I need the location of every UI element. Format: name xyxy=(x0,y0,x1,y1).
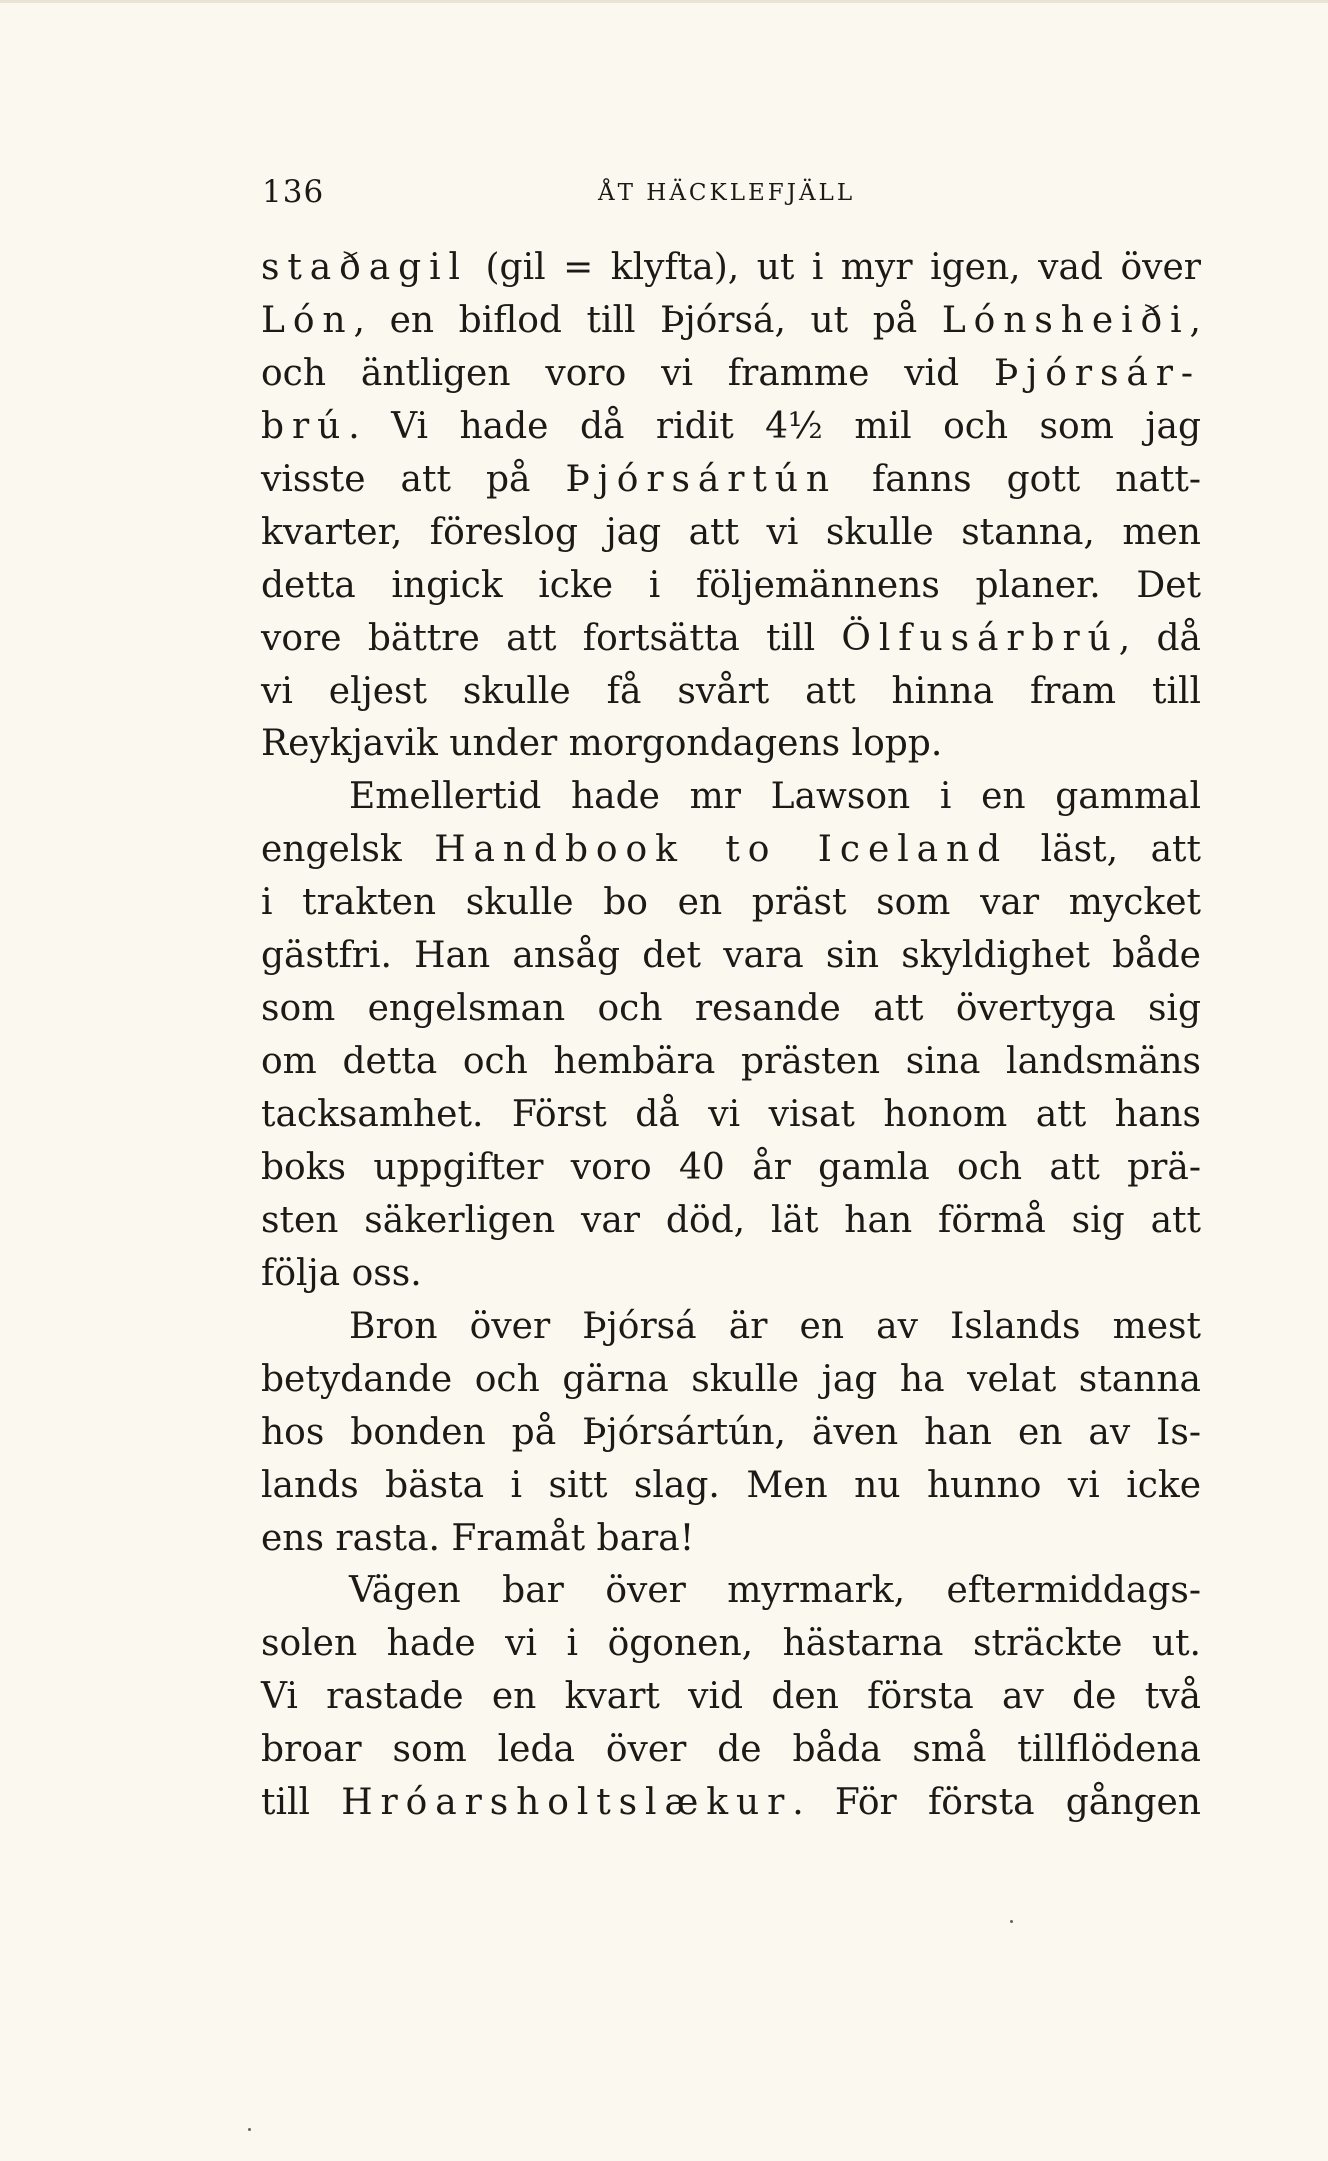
text-run: till xyxy=(261,1782,342,1824)
text-line xyxy=(261,1777,1201,1830)
text-run: Bron över Þjórsá är en av Islands mest xyxy=(349,1305,1201,1347)
text-run: detta ingick icke i följemännens planer. Det xyxy=(261,564,1201,606)
text-run: , en biflod till Þjórsá, ut på xyxy=(353,299,942,341)
running-title: ÅT HÄCKLEFJÄLL xyxy=(598,180,856,206)
spaced-proper-name: Ölfusárbrú xyxy=(841,617,1119,659)
text-line xyxy=(261,560,1201,613)
text-run: Vägen bar över myrmark, eftermiddags- xyxy=(349,1570,1201,1612)
spaced-proper-name: Lónsheiði xyxy=(941,299,1190,341)
text-run: . För första gången xyxy=(792,1782,1201,1824)
spaced-proper-name: staðagil xyxy=(261,247,468,288)
text-line xyxy=(261,1618,1201,1671)
text-run: Vi rastade en kvart vid den första av de två xyxy=(261,1676,1201,1718)
text-line xyxy=(261,1089,1201,1142)
text-line xyxy=(261,1142,1201,1195)
spaced-proper-name: Lón xyxy=(261,299,354,341)
text-line xyxy=(261,1513,1201,1566)
text-line xyxy=(261,1248,1201,1301)
text-run: kvarter, föreslog jag att vi skulle stanna, men xyxy=(261,511,1201,553)
text-line xyxy=(261,824,1201,877)
text-line xyxy=(261,666,1201,719)
text-line xyxy=(261,1460,1201,1513)
paragraph xyxy=(261,242,1201,771)
text-line xyxy=(261,877,1201,930)
text-line xyxy=(261,1671,1201,1724)
paragraph xyxy=(261,771,1201,1300)
text-line xyxy=(261,454,1201,507)
text-run: engelsk xyxy=(261,829,435,871)
paper-speck xyxy=(1010,1920,1013,1923)
paragraph xyxy=(261,1565,1201,1830)
text-line xyxy=(261,983,1201,1036)
text-line xyxy=(261,613,1201,666)
text-line xyxy=(261,295,1201,348)
text-run: visste att på xyxy=(261,458,566,500)
text-run: broar som leda över de båda små tillflödena xyxy=(261,1729,1201,1771)
spaced-proper-name: Þjórsártún xyxy=(565,458,837,500)
text-line xyxy=(261,1036,1201,1089)
text-line xyxy=(261,1301,1201,1354)
paper-speck xyxy=(248,2128,251,2131)
text-run: Emellertid hade mr Lawson i en gammal xyxy=(349,776,1201,818)
spaced-proper-name: Þjórsár- xyxy=(993,352,1201,394)
text-run: vi eljest skulle få svårt att hinna fram till xyxy=(261,670,1201,712)
text-line xyxy=(261,1565,1201,1618)
text-run: , då xyxy=(1118,617,1201,659)
text-line xyxy=(261,1195,1201,1248)
text-line xyxy=(261,771,1201,824)
text-run: läst, att xyxy=(1008,829,1201,871)
spaced-proper-name: brú xyxy=(261,405,349,447)
text-line xyxy=(261,930,1201,983)
page-top-edge xyxy=(0,0,1328,3)
text-run: boks uppgifter voro 40 år gamla och att prä- xyxy=(261,1146,1201,1188)
text-run: ens rasta. Framåt bara! xyxy=(261,1517,695,1559)
text-line xyxy=(261,1407,1201,1460)
text-line xyxy=(261,348,1201,401)
page-number: 136 xyxy=(262,174,325,210)
text-run: gästfri. Han ansåg det vara sin skyldighet både xyxy=(261,935,1201,977)
text-run: betydande och gärna skulle jag ha velat stanna xyxy=(261,1358,1201,1400)
text-line xyxy=(261,1724,1201,1777)
text-run: hos bonden på Þjórsártún, även han en av Is- xyxy=(261,1411,1201,1453)
text-run: fanns gott natt- xyxy=(837,458,1201,500)
text-run: som engelsman och resande att övertyga sig xyxy=(261,988,1201,1030)
text-run: lands bästa i sitt slag. Men nu hunno vi icke xyxy=(261,1464,1201,1506)
text-run: . Vi hade då ridit 4½ mil och som jag xyxy=(348,405,1201,447)
text-line xyxy=(261,507,1201,560)
paragraph xyxy=(261,1301,1201,1566)
text-run: (gil = klyfta), ut i myr igen, vad över xyxy=(467,247,1201,288)
text-run: solen hade vi i ögonen, hästarna sträckte ut. xyxy=(261,1623,1201,1665)
spaced-proper-name: Hróarsholtslækur xyxy=(341,1782,793,1824)
body-text xyxy=(261,242,1201,1830)
text-run: , xyxy=(1189,299,1201,341)
text-run: och äntligen voro vi framme vid xyxy=(261,352,994,394)
spaced-proper-name: Handbook to Iceland xyxy=(434,829,1009,871)
text-line xyxy=(261,242,1201,295)
running-head xyxy=(0,170,1328,218)
text-line xyxy=(261,718,1201,771)
text-run: sten säkerligen var död, lät han förmå sig att xyxy=(261,1199,1201,1241)
text-run: om detta och hembära prästen sina landsmäns xyxy=(261,1041,1201,1083)
text-line xyxy=(261,1354,1201,1407)
text-run: följa oss. xyxy=(261,1252,422,1294)
text-run: Reykjavik under morgondagens lopp. xyxy=(261,723,943,765)
text-run: i trakten skulle bo en präst som var mycket xyxy=(261,882,1201,924)
text-run: vore bättre att fortsätta till xyxy=(261,617,842,659)
text-line xyxy=(261,401,1201,454)
text-run: tacksamhet. Först då vi visat honom att hans xyxy=(261,1094,1201,1135)
